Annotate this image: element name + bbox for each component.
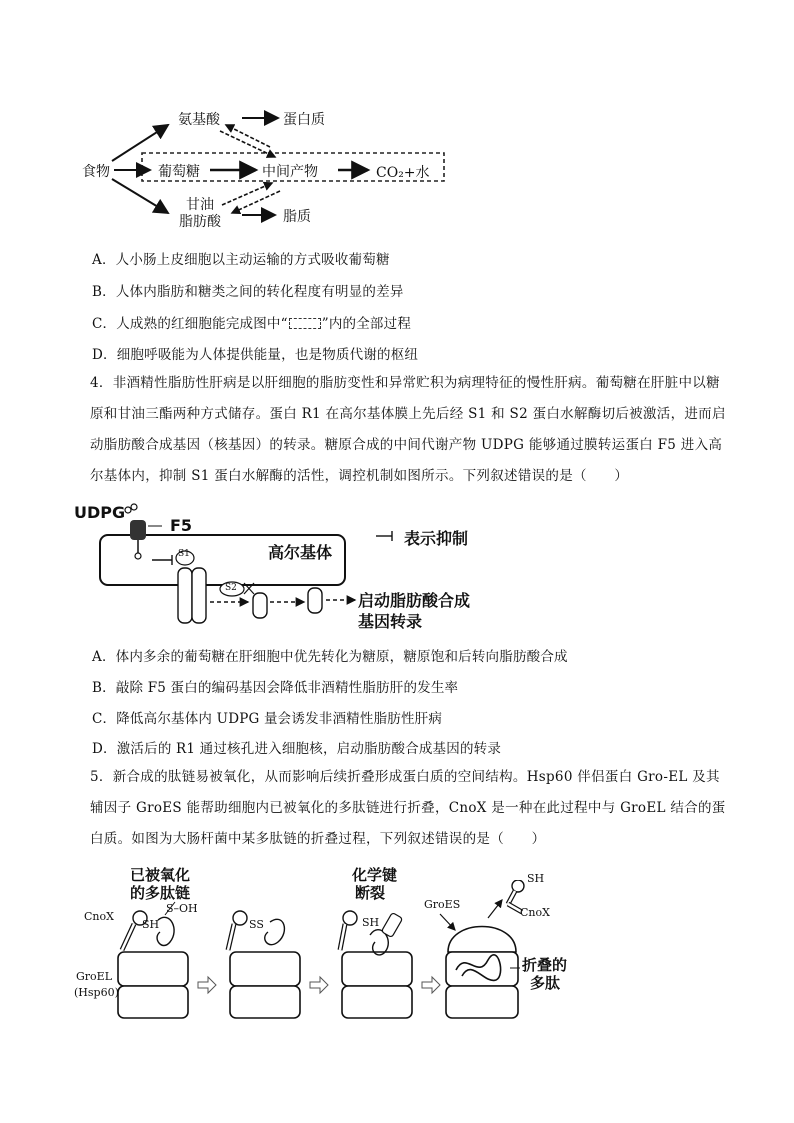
label-intermediate: 中间产物 [262,164,318,180]
q4-option-b: B．敲除 F5 蛋白的编码基因会降低非酒精性脂肪肝的发生率 [92,680,459,696]
label-s2: S2 [225,583,237,593]
label-udpg: UDPG [74,503,126,522]
label-lipid: 脂质 [283,209,311,225]
q4-stem: 4．非酒精性脂肪性肝病是以肝细胞的脂肪变性和异常贮积为病理特征的慢性肝病。葡萄糖在肝脏中以糖原和甘油三酯两种方式储存。蛋白 R1 在高尔基体膜上先后经 S1 和 S2 蛋白水解酶切后被激活，进而启动脂肪酸合成基因（核基因）的转录。糖原合成的中间代谢产物 UDPG 能够通过膜转运蛋白 F5 进入高尔基体内，抑制 S1 蛋白水解酶的活性，调控机制如图所示。下列叙述错误的是（ ） [90,375,726,484]
label-fatty-acid: 脂肪酸 [179,214,221,230]
q3-option-c [92,312,411,332]
q5-stem: 5．新合成的肽链易被氧化，从而影响后续折叠形成蛋白质的空间结构。Hsp60 伴侣蛋白 Gro-EL 及其辅因子 GroES 能帮助细胞内已被氧化的多肽链进行折叠，CnoX 是一种在此过程中与 GroEL 结合的蛋白质。如图为大肠杆菌中某多肽链的折叠过程，下列叙述错误的是（ ） [90,769,726,847]
label-food: 食物 [82,164,110,180]
label-bond-line1: 化学键 [352,866,398,884]
legend-inhibition: 表示抑制 [404,529,469,548]
label-sh-1: SH [142,918,160,931]
label-amino-acid: 氨基酸 [178,112,220,128]
q3-option-b: B．人体内脂肪和糖类之间的转化程度有明显的差异 [92,284,404,300]
q3-option-c-prefix: C．人成熟的红细胞能完成图中“ [92,316,288,332]
label-sh-2: SH [362,916,380,929]
label-output-line1: 启动脂肪酸合成 [358,591,471,610]
label-f5: F5 [170,516,193,535]
label-glycerol: 甘油 [186,197,214,213]
label-s1: S1 [178,549,190,559]
q4-option-c: C．降低高尔基体内 UDPG 量会诱发非酒精性脂肪性肝病 [92,711,443,727]
q4-option-a: A．体内多余的葡萄糖在肝细胞中优先转化为糖原，糖原饱和后转向脂肪酸合成 [92,649,568,665]
label-groel: GroEL [76,970,113,983]
label-soh: S–OH [166,902,198,915]
label-protein: 蛋白质 [283,112,325,128]
q3-option-c-suffix: ”内的全部过程 [321,316,412,332]
label-cnox-1: CnoX [84,910,114,923]
label-glucose: 葡萄糖 [158,164,200,180]
q3-option-a: A．人小肠上皮细胞以主动运输的方式吸收葡萄糖 [92,252,390,268]
label-bond-line2: 断裂 [355,884,386,902]
label-oxidized-line1: 已被氧化 [130,866,191,884]
label-hsp60: (Hsp60) [74,986,119,999]
label-folded-line2: 多肽 [530,974,561,992]
label-oxidized-line2: 的多肽链 [130,884,191,902]
label-output-line2: 基因转录 [358,612,423,631]
label-sh-3: SH [527,872,545,885]
label-groes: GroES [424,898,461,911]
label-ss: SS [249,918,264,931]
label-folded-line1: 折叠的 [522,956,568,974]
q4-option-d: D．激活后的 R1 通过核孔进入细胞核，启动脂肪酸合成基因的转录 [92,741,502,757]
label-golgi: 高尔基体 [268,543,333,562]
label-cnox-2: CnoX [520,906,550,919]
q3-option-d: D．细胞呼吸能为人体提供能量，也是物质代谢的枢纽 [92,347,419,363]
label-co2-water: CO₂+水 [376,165,430,181]
dashed-box-icon [289,318,321,329]
